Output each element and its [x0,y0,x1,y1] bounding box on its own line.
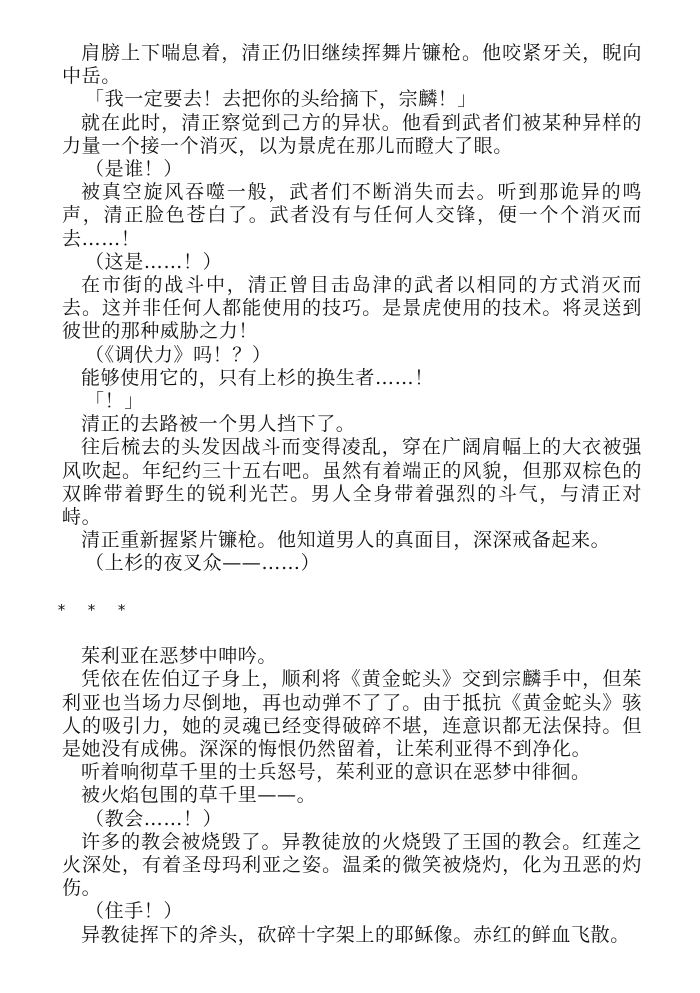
paragraph: 就在此时，清正察觉到己方的异状。他看到武者们被某种异样的力量一个接一个消灭，以为景虎在那儿而瞪大了眼。 [62,111,642,157]
paragraph: 在市街的战斗中，清正曾目击岛津的武者以相同的方式消灭而去。这并非任何人都能使用的技巧。是景虎使用的技术。将灵送到彼世的那种威胁之力！ [62,274,642,343]
paragraph: 往后梳去的头发因战斗而变得凌乱，穿在广阔肩幅上的大衣被强风吹起。年纪约三十五右吧。虽然有着端正的风貌，但那双棕色的双眸带着野生的锐利光芒。男人全身带着强烈的斗气，与清正对峙。 [62,436,642,529]
paragraph: 茱利亚在恶梦中呻吟。 [81,645,278,668]
inner-thought-line: （住手！） [85,900,184,923]
paragraph: 肩膀上下喘息着，清正仍旧继续挥舞片镰枪。他咬紧牙关，睨向中岳。 [62,42,642,88]
paragraph: 许多的教会被烧毁了。异教徒放的火烧毁了王国的教会。红莲之火深处，有着圣母玛利亚之姿。温柔的微笑被烧灼，化为丑恶的灼伤。 [62,830,642,900]
paragraph: 能够使用它的，只有上杉的换生者……！ [81,366,434,389]
blank-line [62,622,642,645]
inner-thought-line: （教会……！） [85,807,223,830]
paragraph: 凭依在佐伯辽子身上，顺利将《黄金蛇头》交到宗麟手中，但茱利亚也当场力尽倒地，再也动弹不了了。由于抵抗《黄金蛇头》骇人的吸引力，她的灵魂已经变得破碎不堪，连意识都无法保持。但是她没有成佛。深深的悔恨仍然留着，让茱利亚得不到净化。 [62,668,642,761]
paragraph: 清正重新握紧片镰枪。他知道男人的真面目，深深戒备起来。 [81,529,611,552]
paragraph: 被真空旋风吞噬一般，武者们不断消失而去。听到那诡异的鸣声，清正脸色苍白了。武者没有与任何人交锋，便一个个消灭而去……！ [62,181,642,250]
paragraph: 异教徒挥下的斧头，砍碎十字架上的耶稣像。赤红的鲜血飞散。 [81,923,630,946]
page-body-text [57,42,642,947]
inner-thought-line: （是谁！） [85,158,184,181]
inner-thought-line: （这是……！） [85,250,223,273]
inner-thought-line: （上杉的夜叉众——……） [85,552,321,575]
paragraph: 被火焰包围的草千里——。 [81,784,317,807]
blank-line [62,576,642,599]
dialogue-line: 「！」 [85,390,144,413]
paragraph: 听着响彻草千里的士兵怒号，茱利亚的意识在恶梦中徘徊。 [81,761,591,784]
dialogue-line: 「我一定要去！去把你的头给摘下，宗麟！」 [85,88,478,111]
section-separator: * * * [57,600,133,619]
paragraph: 清正的去路被一个男人挡下了。 [81,413,356,436]
inner-thought-line: （《调伏力》吗！？） [85,343,272,366]
